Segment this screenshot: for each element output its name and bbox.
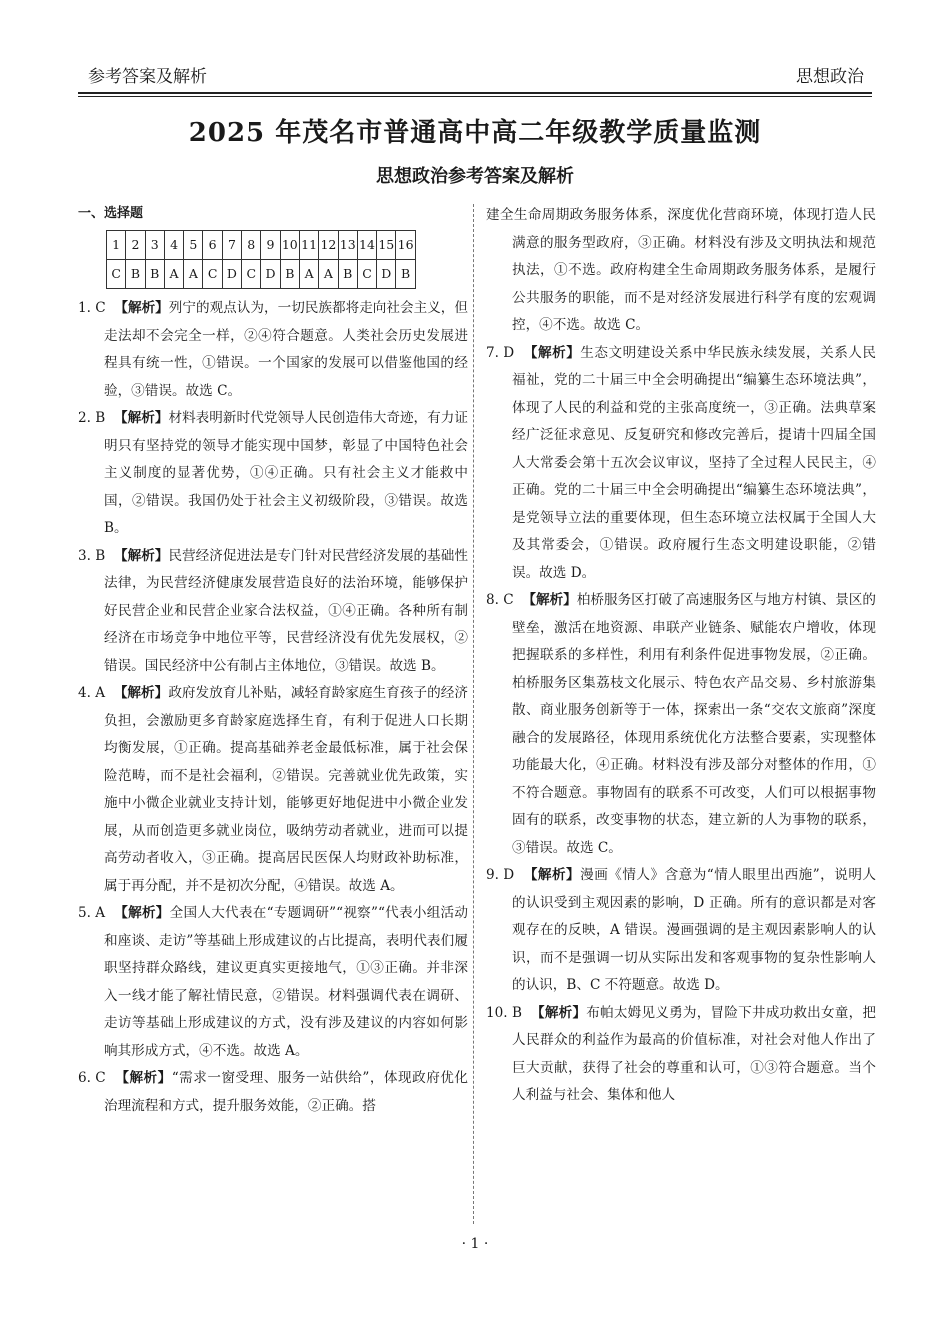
page-number: · 1 · [461, 1236, 489, 1252]
question-item [486, 862, 876, 1000]
analysis-tag: 【解析】 [115, 1070, 172, 1086]
page-header [78, 56, 872, 96]
question-number: 4. A [78, 685, 106, 701]
question-item [486, 587, 876, 862]
question-number: 8. C [486, 592, 514, 608]
analysis-tag: 【解析】 [113, 685, 169, 701]
question-item [78, 543, 468, 681]
answer-number: 9 [261, 231, 280, 260]
question-item [486, 340, 876, 588]
answer-letter: A [319, 260, 338, 289]
question-text: 柏桥服务区打破了高速服务区与地方村镇、景区的壁垒，激活在地资源、串联产业链条、赋能农户增收，体现把握联系的多样性，利用有利条件促进事物发展，②正确。柏桥服务区集荔枝文化展示、特色农产品交易、乡村旅游集散、商业服务创新等于一体，探索出一条“交农文旅商”深度融合的发展路径，体现用系统优化方法整合要素，实现整体功能最大化，④正确。材料没有涉及部分对整体的作用，①不符合题意。事物固有的联系不可改变，人们可以根据事物固有的联系，改变事物的状态，建立新的人为事物的联系，③错误。故选 C。 [512, 592, 877, 856]
answer-letter: B [280, 260, 299, 289]
answer-number: 13 [338, 231, 357, 260]
answer-number: 6 [203, 231, 222, 260]
header-rule-thin [78, 96, 872, 97]
page-subtitle: 思想政治参考答案及解析 [376, 166, 574, 187]
answer-letter: C [242, 260, 261, 289]
answer-number: 7 [222, 231, 241, 260]
answer-letter: A [164, 260, 183, 289]
analysis-tag: 【解析】 [114, 905, 170, 921]
answer-letter: D [261, 260, 280, 289]
question-text: “需求一窗受理、服务一站供给”，体现政府优化治理流程和方式，提升服务效能，②正确。搭 [104, 1070, 468, 1114]
answer-table-answers-row [107, 260, 416, 289]
answer-letter: A [184, 260, 203, 289]
left-column [78, 202, 468, 1120]
answer-number: 15 [377, 231, 396, 260]
analysis-tag: 【解析】 [531, 1004, 587, 1021]
question-number: 6. C [78, 1070, 106, 1086]
right-column [486, 202, 876, 1110]
analysis-tag: 【解析】 [523, 344, 581, 361]
answer-letter: C [107, 260, 126, 289]
question-item [78, 405, 468, 543]
answer-letter: B [145, 260, 164, 289]
question-number: 7. D [486, 344, 515, 361]
question-text: 政府发放育儿补贴，减轻育龄家庭生育孩子的经济负担，会激励更多育龄家庭选择生育，有利于促进人口长期均衡发展，①正确。提高基础养老金最低标准，属于社会保险范畴，而不是社会福利，②错误。完善就业优先政策，实施中小微企业就业支持计划，能够更好地促进中小微企业发展，从而创造更多就业岗位，吸纳劳动者就业，进而可以提高劳动者收入，③正确。提高居民医保人均财政补助标准，属于再分配，并不是初次分配，④错误。故选 A。 [104, 685, 468, 894]
column-divider [473, 204, 474, 1224]
question-text: 民营经济促进法是专门针对民营经济发展的基础性法律，为民营经济健康发展营造良好的法治环境，能够保护好民营企业和民营企业家合法权益，①④正确。各种所有制经济在市场竞争中地位平等，民营经济没有优先发展权，②错误。国民经济中公有制占主体地位，③错误。故选 B。 [104, 547, 469, 674]
answer-letter: B [338, 260, 357, 289]
question-text: 材料表明新时代党领导人民创造伟大奇迹，有力证明只有坚持党的领导才能实现中国梦，彰显了中国特色社会主义制度的显著优势，①④正确。只有社会主义才能救中国，②错误。我国仍处于社会主义初级阶段，③错误。故选 B。 [104, 410, 469, 536]
analysis-tag: 【解析】 [113, 410, 169, 426]
question-item [78, 680, 468, 900]
question-item [78, 1065, 468, 1120]
analysis-tag: 【解析】 [523, 867, 581, 883]
question-item [486, 1000, 876, 1110]
question-number: 10. B [486, 1004, 522, 1021]
answer-table-numbers-row [107, 231, 416, 260]
question-number: 5. A [78, 905, 106, 921]
answer-letter: C [203, 260, 222, 289]
answer-number: 8 [242, 231, 261, 260]
section-title: 一、选择题 [78, 206, 144, 221]
answer-number: 11 [299, 231, 318, 260]
answer-number: 3 [145, 231, 164, 260]
question-text: 漫画《情人》含意为“情人眼里出西施”，说明人的认识受到主观因素的影响，D 正确。所有的意识都是对客观存在的反映，A 错误。漫画强调的是主观因素影响人的认识，而不是强调一切从实际出发和客观事物的复杂性影响人的认识，B、C 不符题意。故选 D。 [512, 867, 876, 993]
answer-letter: C [357, 260, 376, 289]
answer-number: 5 [184, 231, 203, 260]
question-number: 3. B [78, 547, 106, 564]
question-item [78, 295, 468, 405]
question-number: 1. C [78, 300, 106, 316]
question-text: 生态文明建设关系中华民族永续发展，关系人民福祉，党的二十届三中全会明确提出“编纂生态环境法典”，体现了人民的利益和党的主张高度统一，③正确。法典草案经广泛征求意见、反复研究和修改完善后，提请十四届全国人大常委会第十五次会议审议，坚持了全过程人民民主，④正确。党的二十届三中全会明确提出“编纂生态环境法典”，是党领导立法的重要体现，但生态环境立法权属于全国人大及其常委会，①错误。政府履行生态文明建设职能，②错误。故选 D。 [512, 344, 876, 581]
question-text: 列宁的观点认为，一切民族都将走向社会主义，但走法却不会完全一样，②④符合题意。人类社会历史发展进程具有统一性，①错误。一个国家的发展可以借鉴他国的经验，③错误。故选 C。 [104, 300, 469, 399]
answer-number: 1 [107, 231, 126, 260]
analysis-tag: 【解析】 [113, 547, 169, 564]
answer-letter: B [126, 260, 145, 289]
header-left-label: 参考答案及解析 [88, 67, 207, 87]
answer-number: 12 [319, 231, 338, 260]
question-text: 布帕太姆见义勇为，冒险下井成功救出女童，把人民群众的利益作为最高的价值标准，对社会对他人作出了巨大贡献，获得了社会的尊重和认可，①③符合题意。当个人利益与社会、集体和他人 [512, 1004, 876, 1103]
question-text: 全国人大代表在“专题调研”“视察”“代表小组活动和座谈、走访”等基础上形成建议的占比提高，表明代表们履职坚持群众路线，建议更真实更接地气，①③正确。并非深入一线才能了解社情民意，②错误。材料强调代表在调研、走访等基础上形成建议的方式，没有涉及建议的内容如何影响其形成方式，④不选。故选 A。 [104, 905, 468, 1059]
answer-letter: D [222, 260, 241, 289]
answer-number: 10 [280, 231, 299, 260]
question-number: 2. B [78, 410, 106, 426]
question-number: 9. D [486, 867, 515, 883]
page-title: 2025 年茂名市普通高中高二年级教学质量监测 [188, 118, 762, 148]
question-item [78, 900, 468, 1065]
answer-number: 2 [126, 231, 145, 260]
analysis-tag: 【解析】 [114, 300, 169, 316]
answer-letter: B [396, 260, 415, 289]
answer-letter: D [377, 260, 396, 289]
question-text: 建全生命周期政务服务体系，深度优化营商环境，体现打造人民满意的服务型政府，③正确。材料没有涉及文明执法和规范执法，①不选。政府构建全生命周期政务服务体系，是履行公共服务的职能，而不是对经济发展进行科学有度的宏观调控，④不选。故选 C。 [486, 207, 876, 333]
header-rule-thick [78, 92, 872, 94]
answer-number: 16 [396, 231, 415, 260]
header-right-label: 思想政治 [796, 67, 864, 87]
answer-number: 14 [357, 231, 376, 260]
answer-letter: A [299, 260, 318, 289]
analysis-tag: 【解析】 [522, 592, 577, 608]
answer-number: 4 [164, 231, 183, 260]
answer-table [106, 230, 416, 289]
question-continuation [486, 202, 876, 340]
